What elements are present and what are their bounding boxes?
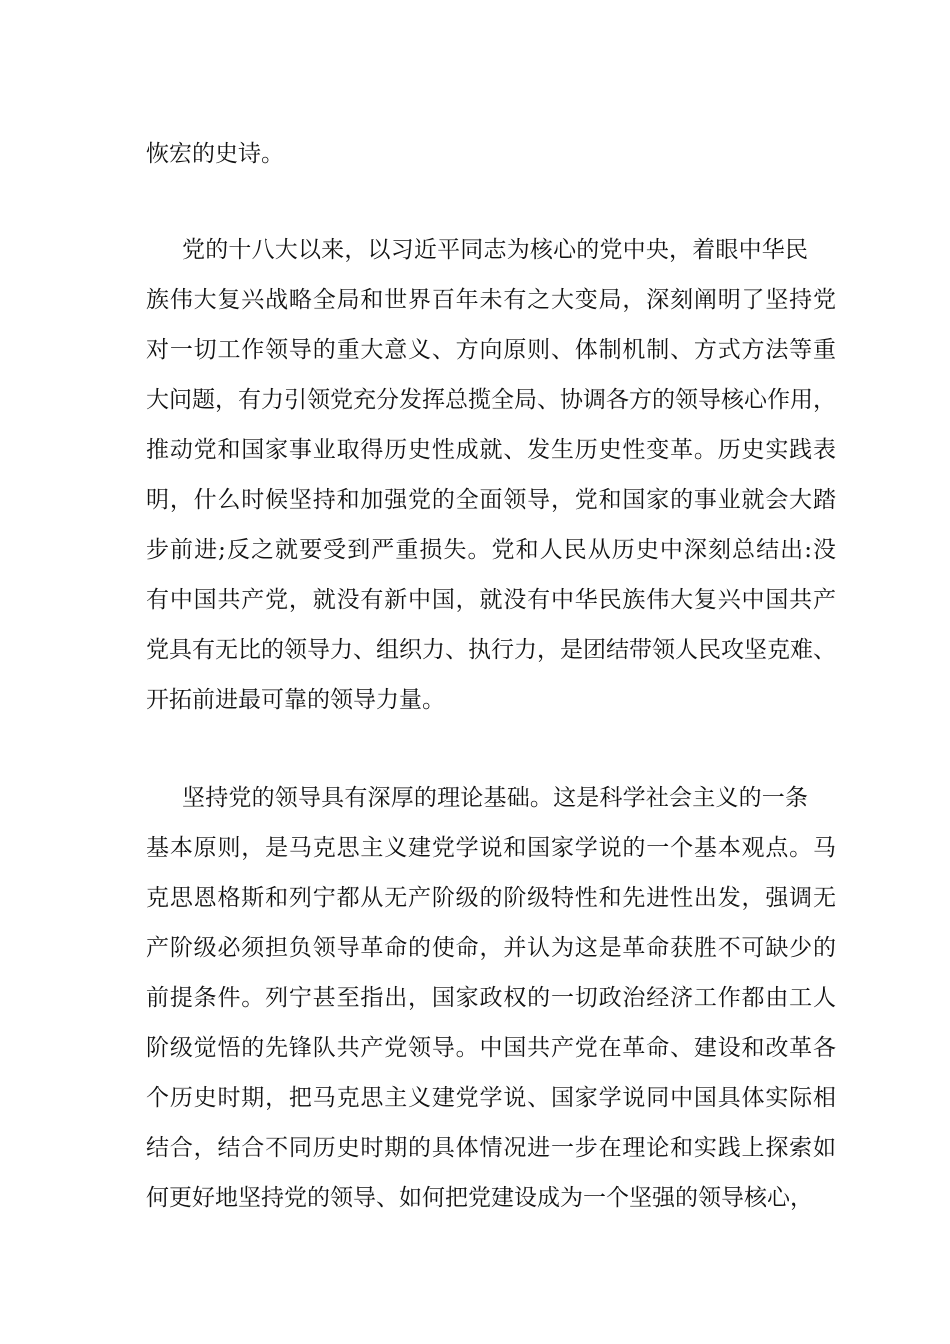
paragraph-2-line-7: 步前进;反之就要受到严重损失。党和人民从历史中深刻总结出:没 xyxy=(146,537,836,563)
paragraph-3-line-1: 坚持党的领导具有深厚的理论基础。这是科学社会主义的一条 xyxy=(182,785,808,811)
paragraph-3-line-2: 基本原则，是马克思主义建党学说和国家学说的一个基本观点。马 xyxy=(146,835,836,861)
paragraph-2-line-1: 党的十八大以来，以习近平同志为核心的党中央，着眼中华民 xyxy=(182,237,808,263)
paragraph-2-line-10: 开拓前进最可靠的领导力量。 xyxy=(146,687,445,713)
paragraph-2-line-3: 对一切工作领导的重大意义、方向原则、体制机制、方式方法等重 xyxy=(146,337,836,363)
paragraph-2-line-9: 党具有无比的领导力、组织力、执行力，是团结带领人民攻坚克难、 xyxy=(146,637,836,663)
paragraph-2-line-4: 大问题，有力引领党充分发挥总揽全局、协调各方的领导核心作用， xyxy=(146,387,836,413)
paragraph-3-line-8: 结合，结合不同历史时期的具体情况进一步在理论和实践上探索如 xyxy=(146,1135,836,1161)
paragraph-3-line-3: 克思恩格斯和列宁都从无产阶级的阶级特性和先进性出发，强调无 xyxy=(146,885,836,911)
paragraph-3-line-9: 何更好地坚持党的领导、如何把党建设成为一个坚强的领导核心， xyxy=(146,1185,813,1211)
paragraph-2-line-5: 推动党和国家事业取得历史性成就、发生历史性变革。历史实践表 xyxy=(146,437,836,463)
paragraph-3-line-6: 阶级觉悟的先锋队共产党领导。中国共产党在革命、建设和改革各 xyxy=(146,1035,836,1061)
paragraph-3-line-4: 产阶级必须担负领导革命的使命，并认为这是革命获胜不可缺少的 xyxy=(146,935,836,961)
paragraph-2-line-6: 明，什么时候坚持和加强党的全面领导，党和国家的事业就会大踏 xyxy=(146,487,836,513)
paragraph-3-line-5: 前提条件。列宁甚至指出，国家政权的一切政治经济工作都由工人 xyxy=(146,985,836,1011)
paragraph-3-line-7: 个历史时期，把马克思主义建党学说、国家学说同中国具体实际相 xyxy=(146,1085,836,1111)
paragraph-2-line-2: 族伟大复兴战略全局和世界百年未有之大变局，深刻阐明了坚持党 xyxy=(146,287,836,313)
paragraph-1-line-1: 恢宏的史诗。 xyxy=(146,141,284,167)
paragraph-2-line-8: 有中国共产党，就没有新中国，就没有中华民族伟大复兴中国共产 xyxy=(146,587,836,613)
